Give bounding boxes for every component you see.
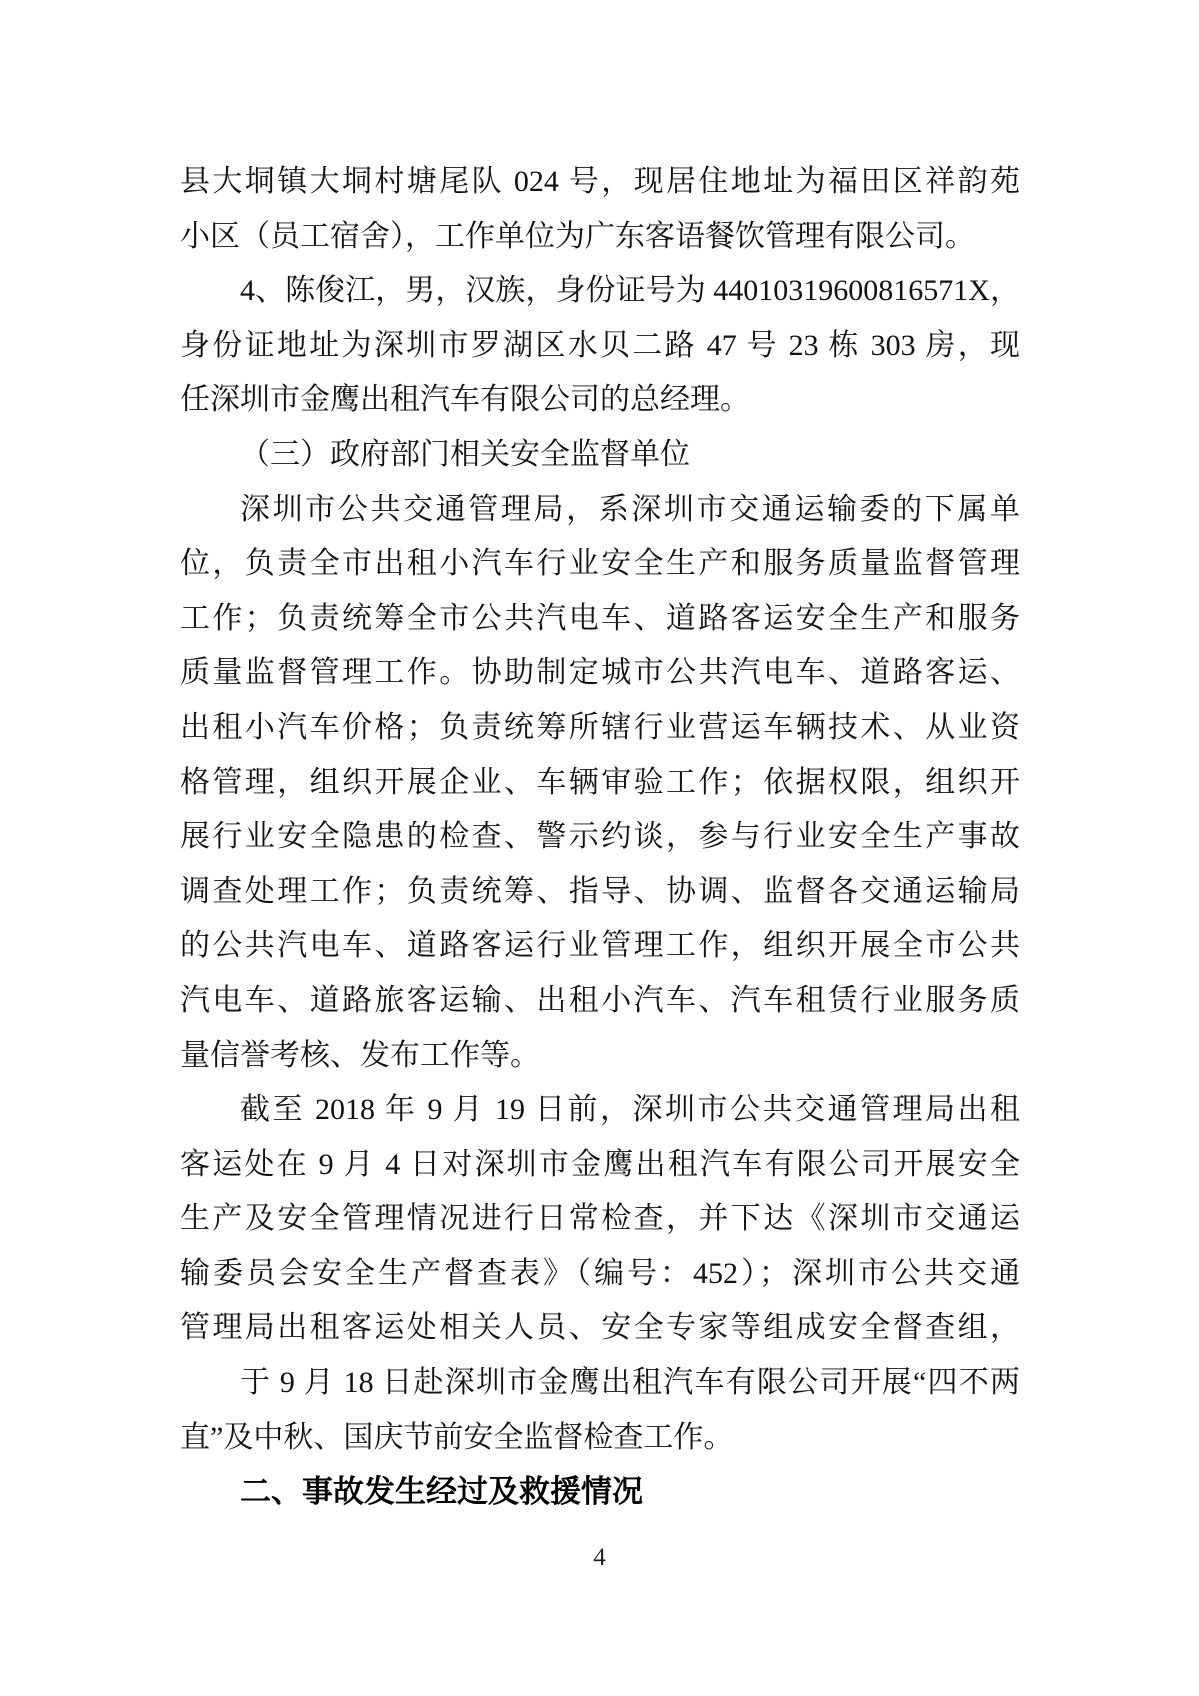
text-line: 身份证地址为深圳市罗湖区水贝二路 47 号 23 栋 303 房，现 [180, 328, 1020, 362]
text-line: 展行业安全隐患的检查、警示约谈，参与行业安全生产事故 [180, 820, 1020, 854]
document-lines [180, 155, 1020, 1520]
text-line: 的公共汽电车、道路客运行业管理工作，组织开展全市公共 [180, 929, 1020, 963]
text-line: 小区（员工宿舍），工作单位为广东客语餐饮管理有限公司。 [180, 219, 975, 253]
text-line: 量信誉考核、发布工作等。 [180, 1038, 540, 1072]
text-line: 4、陈俊江，男，汉族，身份证号为 44010319600816571X， [240, 274, 1020, 308]
text-line: 工作；负责统筹全市公共汽电车、道路客运安全生产和服务 [180, 601, 1020, 635]
text-line: 于 9 月 18 日赴深圳市金鹰出租汽车有限公司开展“四不两 [240, 1366, 1020, 1400]
text-line: 直”及中秋、国庆节前安全监督检查工作。 [180, 1420, 734, 1454]
page-number: 4 [593, 1544, 606, 1571]
section-heading: 二、事故发生经过及救援情况 [240, 1474, 643, 1510]
text-line: 客运处在 9 月 4 日对深圳市金鹰出租汽车有限公司开展安全 [180, 1147, 1020, 1181]
text-line: 县大垌镇大垌村塘尾队 024 号，现居住地址为福田区祥韵苑 [180, 165, 1020, 198]
text-line: 任深圳市金鹰出租汽车有限公司的总经理。 [180, 383, 750, 417]
text-line: 管理局出租客运处相关人员、安全专家等组成安全督查组， [180, 1311, 1020, 1345]
text-line: 输委员会安全生产督查表》（编号：452）；深圳市公共交通 [180, 1256, 1020, 1290]
text-line: 截至 2018 年 9 月 19 日前，深圳市公共交通管理局出租 [240, 1093, 1020, 1127]
text-line: 生产及安全管理情况进行日常检查，并下达《深圳市交通运 [180, 1202, 1020, 1236]
text-line: 位，负责全市出租小汽车行业安全生产和服务质量监督管理 [180, 547, 1020, 581]
text-line: 深圳市公共交通管理局，系深圳市交通运输委的下属单 [240, 492, 1020, 526]
text-line: （三）政府部门相关安全监督单位 [240, 437, 690, 471]
text-line: 调查处理工作；负责统筹、指导、协调、监督各交通运输局 [180, 874, 1020, 908]
text-line: 格管理，组织开展企业、车辆审验工作；依据权限，组织开 [180, 765, 1020, 799]
text-line: 汽电车、道路旅客运输、出租小汽车、汽车租赁行业服务质 [180, 983, 1020, 1017]
text-line: 出租小汽车价格；负责统筹所辖行业营运车辆技术、从业资 [180, 710, 1020, 744]
text-line: 质量监督管理工作。协助制定城市公共汽电车、道路客运、 [180, 656, 1020, 690]
